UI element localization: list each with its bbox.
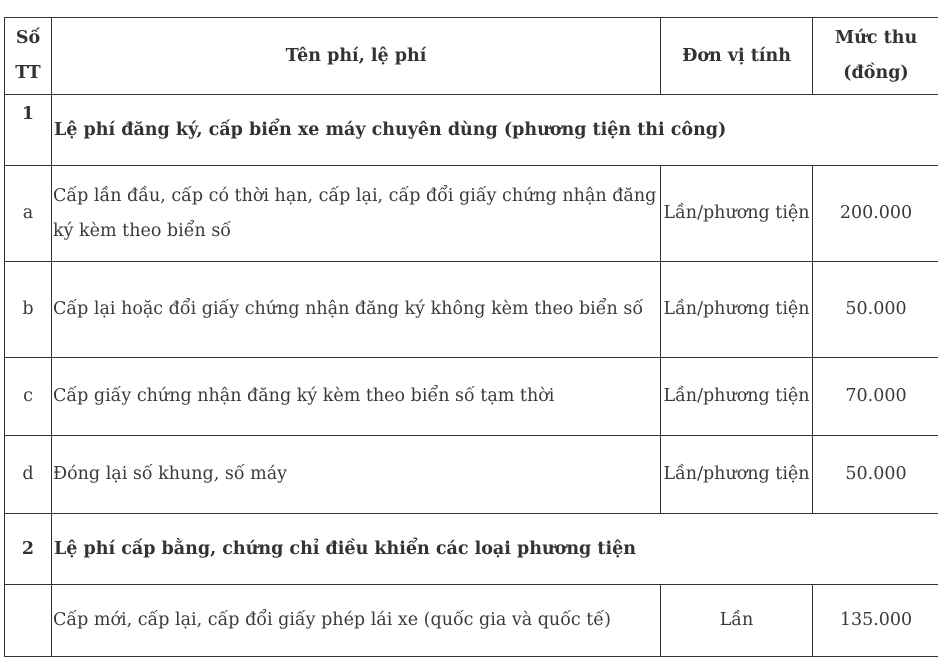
item-no: a	[5, 166, 52, 262]
item-unit: Lần	[661, 585, 813, 657]
table-header-row	[5, 18, 938, 95]
section-no: 1	[5, 95, 52, 166]
item-name: Đóng lại số khung, số máy	[52, 436, 661, 514]
section-title: Lệ phí đăng ký, cấp biển xe máy chuyên dùng (phương tiện thi công)	[52, 95, 938, 166]
header-name: Tên phí, lệ phí	[52, 18, 661, 95]
item-amount: 50.000	[813, 262, 938, 358]
section-no: 2	[5, 514, 52, 585]
section-title: Lệ phí cấp bằng, chứng chỉ điều khiển các loại phương tiện	[52, 514, 938, 585]
item-name: Cấp lại hoặc đổi giấy chứng nhận đăng ký không kèm theo biển số	[52, 262, 661, 358]
item-no: d	[5, 436, 52, 514]
header-no: Số TT	[5, 18, 52, 95]
table-row	[5, 166, 938, 262]
table-row	[5, 436, 938, 514]
table-row	[5, 585, 938, 657]
item-name: Cấp mới, cấp lại, cấp đổi giấy phép lái xe (quốc gia và quốc tế)	[52, 585, 661, 657]
item-amount: 50.000	[813, 436, 938, 514]
fee-table	[4, 17, 938, 657]
header-amount: Mức thu (đồng)	[813, 18, 938, 95]
item-unit: Lần/phương tiện	[661, 166, 813, 262]
item-unit: Lần/phương tiện	[661, 262, 813, 358]
item-unit: Lần/phương tiện	[661, 436, 813, 514]
table-row	[5, 358, 938, 436]
item-no: c	[5, 358, 52, 436]
table-row	[5, 262, 938, 358]
item-no	[5, 585, 52, 657]
item-amount: 70.000	[813, 358, 938, 436]
item-amount: 135.000	[813, 585, 938, 657]
item-no: b	[5, 262, 52, 358]
item-amount: 200.000	[813, 166, 938, 262]
header-unit: Đơn vị tính	[661, 18, 813, 95]
item-name: Cấp giấy chứng nhận đăng ký kèm theo biển số tạm thời	[52, 358, 661, 436]
item-unit: Lần/phương tiện	[661, 358, 813, 436]
section-row	[5, 95, 938, 166]
section-row	[5, 514, 938, 585]
item-name: Cấp lần đầu, cấp có thời hạn, cấp lại, cấp đổi giấy chứng nhận đăng ký kèm theo biển số	[52, 166, 661, 262]
